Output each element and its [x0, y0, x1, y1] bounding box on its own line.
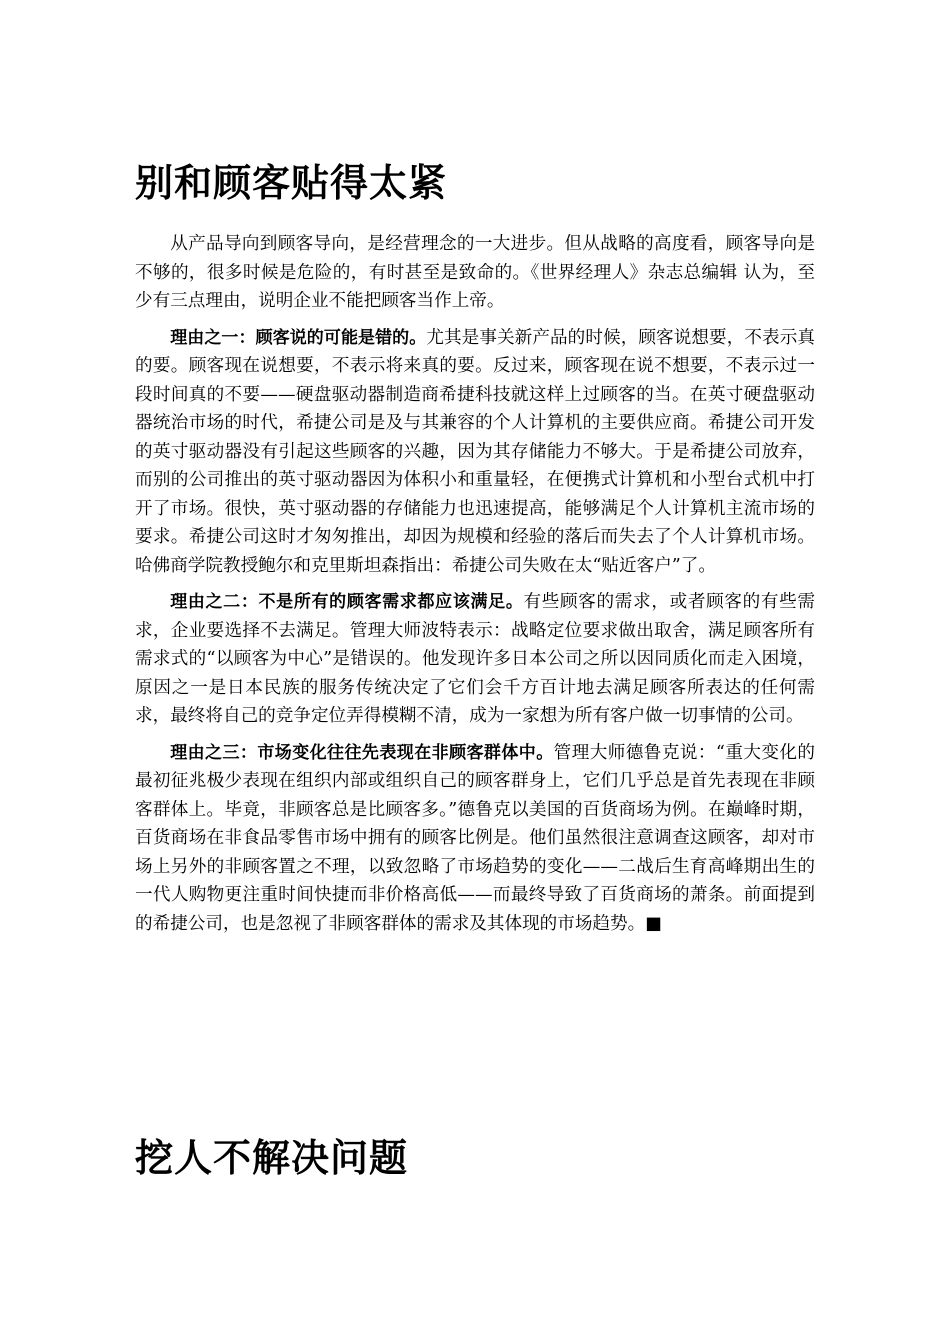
reason-one-lead: 理由之一：顾客说的可能是错的。 [170, 327, 427, 348]
article-title: 别和顾客贴得太紧 [135, 161, 448, 205]
reason-two-body: 有些顾客的需求，或者顾客的有些需求，企业要选择不去满足。管理大师波特表示：战略定位要求做出取舍，满足顾客所有需求式的“以顾客为中心”是错误的。他发现许多日本公司之所以因同质化而走入困境，原因之一是日本民族的服务传统决定了它们会千方百计地去满足顾客所表达的任何需求，最终将自己的竞争定位弄得模糊不清，成为一家想为所有客户做一切事情的公司。 [135, 592, 815, 726]
next-article-title: 挖人不解决问题 [135, 1136, 409, 1180]
reason-three-paragraph [135, 739, 815, 939]
reason-one-body: 尤其是事关新产品的时候，顾客说想要，不表示真的要。顾客现在说想要，不表示将来真的要。反过来，顾客现在说不想要，不表示过一段时间真的不要——硬盘驱动器制造商希捷科技就这样上过顾客的当。在英寸硬盘驱动器统治市场的时代，希捷公司是及与其兼容的个人计算机的主要供应商。希捷公司开发的英寸驱动器没有引起这些顾客的兴趣，因为其存储能力不够大。于是希捷公司放弃，而别的公司推出的英寸驱动器因为体积小和重量轻，在便携式计算机和小型台式机中打开了市场。很快，英寸驱动器的存储能力也迅速提高，能够满足个人计算机主流市场的要求。希捷公司这时才匆匆推出，却因为规模和经验的落后而失去了个人计算机市场。哈佛商学院教授鲍尔和克里斯坦森指出：希捷公司失败在太“贴近客户”了。 [135, 327, 815, 576]
reason-two-lead: 理由之二：不是所有的顾客需求都应该满足。 [170, 592, 524, 612]
article-body [135, 230, 815, 946]
reason-one-paragraph [135, 324, 815, 581]
reason-two-paragraph [135, 588, 815, 731]
intro-paragraph: 从产品导向到顾客导向，是经营理念的一大进步。但从战略的高度看，顾客导向是不够的，很多时候是危险的，有时甚至是致命的。《世界经理人》杂志总编辑 认为，至少有三点理由，说明企业不能把顾客当作上帝。 [135, 234, 815, 311]
reason-three-body: 管理大师德鲁克说：“重大变化的最初征兆极少表现在组织内部或组织自己的顾客群身上，它们几乎总是首先表现在非顾客群体上。毕竟，非顾客总是比顾客多。”德鲁克以美国的百货商场为例。在巅峰时期，百货商场在非食品零售市场中拥有的顾客比例是。他们虽然很注意调查这顾客，却对市场上另外的非顾客置之不理，以致忽略了市场趋势的变化——二战后生育高峰期出生的一代人购物更注重时间快捷而非价格高低——而最终导致了百货商场的萧条。前面提到的希捷公司，也是忽视了非顾客群体的需求及其体现的市场趋势。■ [135, 742, 816, 934]
reason-three-lead: 理由之三：市场变化往往先表现在非顾客群体中。 [170, 742, 554, 763]
